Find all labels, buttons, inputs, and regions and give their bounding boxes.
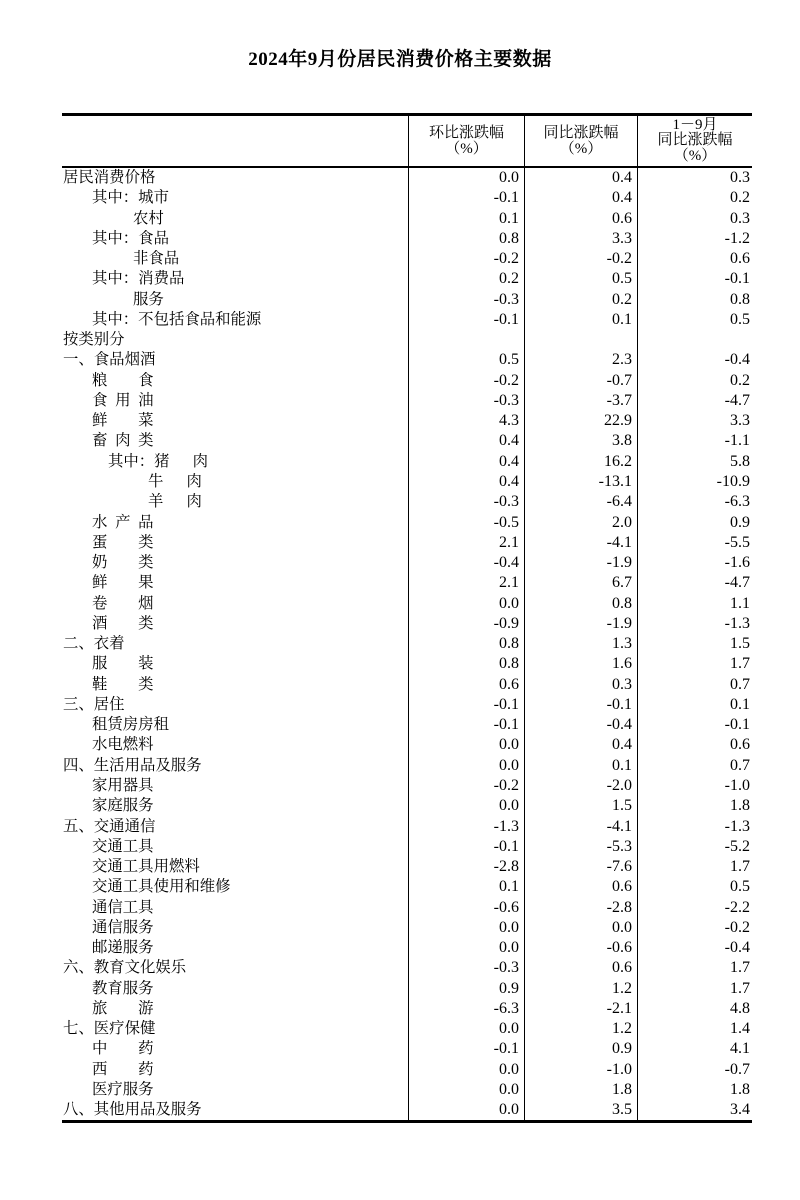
row-yoy-value: -1.9 xyxy=(525,614,638,634)
row-ytd-value: 3.3 xyxy=(730,412,750,430)
row-yoy-value: -1.0 xyxy=(525,1060,638,1080)
row-yoy-value: -0.6 xyxy=(525,938,638,958)
table-row xyxy=(62,1019,752,1039)
row-mom-value: -0.2 xyxy=(409,371,525,391)
row-label: 通信服务 xyxy=(62,918,409,938)
row-ytd-value: -1.3 xyxy=(724,614,750,632)
row-mom-value: -0.1 xyxy=(409,715,525,735)
table-row xyxy=(62,371,752,391)
row-ytd-value: -0.2 xyxy=(724,918,750,936)
row-mom-value: 0.2 xyxy=(409,269,525,289)
row-mom-value: 0.0 xyxy=(409,1100,525,1120)
row-mom-value: 0.1 xyxy=(409,209,525,229)
row-mom-value: -0.1 xyxy=(409,310,525,330)
row-ytd-value: 1.8 xyxy=(730,797,750,815)
row-yoy-value: 3.3 xyxy=(525,229,638,249)
row-label: 邮递服务 xyxy=(62,938,409,958)
row-label: 鲜 菜 xyxy=(62,411,409,431)
table-row xyxy=(62,573,752,593)
table-row xyxy=(62,837,752,857)
row-ytd-value: -1.6 xyxy=(724,554,750,572)
table-row xyxy=(62,735,752,755)
row-label: 农村 xyxy=(62,209,409,229)
row-ytd-value: 1.7 xyxy=(730,655,750,673)
row-mom-value: 0.5 xyxy=(409,350,525,370)
row-label: 家用器具 xyxy=(62,776,409,796)
row-mom-value: 0.8 xyxy=(409,229,525,249)
row-ytd-value: -0.1 xyxy=(724,270,750,288)
table-row xyxy=(62,695,752,715)
row-ytd-value: -1.3 xyxy=(724,817,750,835)
row-yoy-value: 22.9 xyxy=(525,411,638,431)
table-row xyxy=(62,1060,752,1080)
row-ytd-value: 0.8 xyxy=(730,290,750,308)
header-yoy-change xyxy=(525,116,638,166)
row-yoy-value: -6.4 xyxy=(525,492,638,512)
table-row xyxy=(62,1039,752,1059)
table-row xyxy=(62,999,752,1019)
row-mom-value: -0.3 xyxy=(409,492,525,512)
row-mom-value: 0.8 xyxy=(409,654,525,674)
row-mom-value: -0.3 xyxy=(409,391,525,411)
row-ytd-value: -2.2 xyxy=(724,898,750,916)
row-label: 服务 xyxy=(62,290,409,310)
row-label: 其中：食品 xyxy=(62,229,409,249)
table-header-row xyxy=(62,116,752,168)
row-ytd-value: 1.7 xyxy=(730,959,750,977)
table-row xyxy=(62,513,752,533)
table-row xyxy=(62,431,752,451)
row-ytd-value: 4.8 xyxy=(730,999,750,1017)
table-row xyxy=(62,229,752,249)
row-mom-value: 4.3 xyxy=(409,411,525,431)
row-label: 五、交通通信 xyxy=(62,817,409,837)
row-label: 蛋 类 xyxy=(62,533,409,553)
row-mom-value: 0.0 xyxy=(409,1080,525,1100)
row-label: 交通工具使用和维修 xyxy=(62,877,409,897)
row-yoy-value: -2.1 xyxy=(525,999,638,1019)
row-label: 医疗服务 xyxy=(62,1080,409,1100)
table-row xyxy=(62,330,752,350)
row-label: 按类别分 xyxy=(62,330,409,350)
row-ytd-value: -4.7 xyxy=(724,391,750,409)
row-label: 水 产 品 xyxy=(62,513,409,533)
row-ytd-value: -4.7 xyxy=(724,574,750,592)
table-row xyxy=(62,553,752,573)
row-mom-value: 0.0 xyxy=(409,918,525,938)
table-row xyxy=(62,310,752,330)
table-row xyxy=(62,1080,752,1100)
table-row xyxy=(62,715,752,735)
row-mom-value: -2.8 xyxy=(409,857,525,877)
row-ytd-value: 5.8 xyxy=(730,452,750,470)
table-row xyxy=(62,188,752,208)
row-yoy-value: 2.0 xyxy=(525,513,638,533)
table-row xyxy=(62,877,752,897)
row-mom-value xyxy=(409,330,525,350)
row-mom-value: 0.0 xyxy=(409,938,525,958)
row-ytd-value: 4.1 xyxy=(730,1040,750,1058)
row-yoy-value: -5.3 xyxy=(525,837,638,857)
row-mom-value: 0.0 xyxy=(409,756,525,776)
row-label: 牛 肉 xyxy=(62,472,409,492)
row-yoy-value: 0.3 xyxy=(525,675,638,695)
table-row xyxy=(62,817,752,837)
row-ytd-value: 1.1 xyxy=(730,594,750,612)
row-yoy-value: 0.4 xyxy=(525,168,638,188)
row-label: 一、食品烟酒 xyxy=(62,350,409,370)
row-ytd-value: 0.5 xyxy=(730,310,750,328)
row-mom-value: -0.1 xyxy=(409,1039,525,1059)
row-label: 西 药 xyxy=(62,1060,409,1080)
table-row xyxy=(62,350,752,370)
row-ytd-value: 1.5 xyxy=(730,635,750,653)
row-mom-value: -0.2 xyxy=(409,776,525,796)
table-row xyxy=(62,979,752,999)
row-yoy-value: -0.2 xyxy=(525,249,638,269)
header-mom-change xyxy=(409,116,525,166)
row-label: 家庭服务 xyxy=(62,796,409,816)
row-yoy-value: -4.1 xyxy=(525,817,638,837)
row-ytd-value: -1.2 xyxy=(724,229,750,247)
row-yoy-value: 16.2 xyxy=(525,452,638,472)
row-mom-value: -0.3 xyxy=(409,958,525,978)
row-mom-value: -0.4 xyxy=(409,553,525,573)
row-label: 八、其他用品及服务 xyxy=(62,1100,409,1120)
table-row xyxy=(62,857,752,877)
row-label: 水电燃料 xyxy=(62,735,409,755)
table-row xyxy=(62,918,752,938)
row-mom-value: 0.4 xyxy=(409,472,525,492)
row-yoy-value: 2.3 xyxy=(525,350,638,370)
table-row xyxy=(62,249,752,269)
row-mom-value: 0.8 xyxy=(409,634,525,654)
row-ytd-value: -1.0 xyxy=(724,776,750,794)
row-yoy-value: 1.2 xyxy=(525,979,638,999)
row-mom-value: -0.2 xyxy=(409,249,525,269)
row-mom-value: 0.0 xyxy=(409,168,525,188)
row-ytd-value: 1.7 xyxy=(730,979,750,997)
row-yoy-value: 1.8 xyxy=(525,1080,638,1100)
table-row xyxy=(62,452,752,472)
table-row xyxy=(62,209,752,229)
row-yoy-value: 0.8 xyxy=(525,594,638,614)
row-label: 居民消费价格 xyxy=(62,168,409,188)
table-row xyxy=(62,472,752,492)
row-yoy-value: -3.7 xyxy=(525,391,638,411)
table-row xyxy=(62,614,752,634)
row-label: 酒 类 xyxy=(62,614,409,634)
row-ytd-value: 0.2 xyxy=(730,371,750,389)
row-label: 奶 类 xyxy=(62,553,409,573)
row-ytd-value: 0.9 xyxy=(730,513,750,531)
row-yoy-value: 0.1 xyxy=(525,756,638,776)
row-ytd-value: 0.1 xyxy=(730,695,750,713)
row-ytd-value: 0.6 xyxy=(730,736,750,754)
row-mom-value: 0.4 xyxy=(409,452,525,472)
table-row xyxy=(62,938,752,958)
row-label: 鲜 果 xyxy=(62,573,409,593)
table-row xyxy=(62,269,752,289)
row-yoy-value: -0.4 xyxy=(525,715,638,735)
row-mom-value: -0.5 xyxy=(409,513,525,533)
row-label: 其中：不包括食品和能源 xyxy=(62,310,409,330)
row-yoy-value: 0.9 xyxy=(525,1039,638,1059)
table-row xyxy=(62,776,752,796)
row-mom-value: -0.1 xyxy=(409,837,525,857)
row-ytd-value: -5.5 xyxy=(724,533,750,551)
row-label: 通信工具 xyxy=(62,898,409,918)
row-label: 中 药 xyxy=(62,1039,409,1059)
row-ytd-value: -0.7 xyxy=(724,1060,750,1078)
row-yoy-value: -0.1 xyxy=(525,695,638,715)
row-mom-value: 0.9 xyxy=(409,979,525,999)
row-yoy-value: 1.2 xyxy=(525,1019,638,1039)
row-mom-value: -1.3 xyxy=(409,817,525,837)
row-yoy-value: 3.5 xyxy=(525,1100,638,1120)
table-row xyxy=(62,1100,752,1120)
table-row xyxy=(62,492,752,512)
row-label: 交通工具 xyxy=(62,837,409,857)
row-ytd-value: -5.2 xyxy=(724,837,750,855)
row-mom-value: 2.1 xyxy=(409,533,525,553)
row-yoy-value: -0.7 xyxy=(525,371,638,391)
table-row xyxy=(62,958,752,978)
table-row xyxy=(62,675,752,695)
row-ytd-value: 0.3 xyxy=(730,209,750,227)
table-row xyxy=(62,594,752,614)
table-body xyxy=(62,168,752,1120)
row-yoy-value: 0.6 xyxy=(525,958,638,978)
row-mom-value: 2.1 xyxy=(409,573,525,593)
table-row xyxy=(62,391,752,411)
table-row xyxy=(62,756,752,776)
cpi-table xyxy=(62,113,752,1123)
row-yoy-value: 0.4 xyxy=(525,735,638,755)
row-label: 卷 烟 xyxy=(62,594,409,614)
row-yoy-value: -1.9 xyxy=(525,553,638,573)
row-mom-value: 0.0 xyxy=(409,796,525,816)
row-yoy-value: -2.0 xyxy=(525,776,638,796)
table-row xyxy=(62,533,752,553)
row-mom-value: 0.0 xyxy=(409,735,525,755)
row-mom-value: 0.1 xyxy=(409,877,525,897)
table-row xyxy=(62,796,752,816)
row-mom-value: -0.1 xyxy=(409,695,525,715)
row-mom-value: -0.3 xyxy=(409,290,525,310)
row-label: 四、生活用品及服务 xyxy=(62,756,409,776)
row-yoy-value: 0.1 xyxy=(525,310,638,330)
row-label: 畜 肉 类 xyxy=(62,431,409,451)
row-yoy-value: -4.1 xyxy=(525,533,638,553)
row-ytd-value: -0.4 xyxy=(724,351,750,369)
row-ytd-value: -1.1 xyxy=(724,432,750,450)
row-label: 七、医疗保健 xyxy=(62,1019,409,1039)
row-ytd-value: -10.9 xyxy=(716,472,750,490)
row-yoy-value: 6.7 xyxy=(525,573,638,593)
header-ytd-yoy-change xyxy=(638,116,752,166)
page-title: 2024年9月份居民消费价格主要数据 xyxy=(248,49,552,70)
row-label: 粮 食 xyxy=(62,371,409,391)
row-label: 其中：消费品 xyxy=(62,269,409,289)
row-label: 食 用 油 xyxy=(62,391,409,411)
row-mom-value: 0.0 xyxy=(409,594,525,614)
row-label: 六、教育文化娱乐 xyxy=(62,958,409,978)
row-ytd-value: 0.5 xyxy=(730,878,750,896)
table-row xyxy=(62,290,752,310)
header-line: 环比涨跌幅 xyxy=(428,124,504,141)
table-row xyxy=(62,898,752,918)
header-line: 同比涨跌幅 xyxy=(543,124,619,141)
header-line: （%） xyxy=(559,141,603,157)
row-ytd-value: 1.4 xyxy=(730,1020,750,1038)
row-label: 羊 肉 xyxy=(62,492,409,512)
row-yoy-value: -7.6 xyxy=(525,857,638,877)
row-mom-value: 0.0 xyxy=(409,1060,525,1080)
row-ytd-value: 1.7 xyxy=(730,858,750,876)
row-ytd-value: 0.6 xyxy=(730,250,750,268)
row-yoy-value: 0.0 xyxy=(525,918,638,938)
row-yoy-value: 0.2 xyxy=(525,290,638,310)
row-ytd-value: 3.4 xyxy=(730,1101,750,1119)
row-yoy-value: 1.3 xyxy=(525,634,638,654)
row-mom-value: -0.1 xyxy=(409,188,525,208)
row-mom-value: 0.6 xyxy=(409,675,525,695)
row-ytd-value: -6.3 xyxy=(724,493,750,511)
row-ytd-value: 0.7 xyxy=(730,756,750,774)
row-label: 教育服务 xyxy=(62,979,409,999)
row-mom-value: 0.0 xyxy=(409,1019,525,1039)
header-item-column xyxy=(62,116,409,166)
row-yoy-value: 1.5 xyxy=(525,796,638,816)
header-line: 同比涨跌幅 xyxy=(657,132,733,149)
row-label: 三、居住 xyxy=(62,695,409,715)
row-label: 其中：猪 肉 xyxy=(62,452,409,472)
header-line: 1－9月 xyxy=(672,117,718,134)
row-label: 服 装 xyxy=(62,654,409,674)
table-row xyxy=(62,634,752,654)
header-line: （%） xyxy=(673,147,717,164)
row-yoy-value: 0.6 xyxy=(525,877,638,897)
row-mom-value: -0.9 xyxy=(409,614,525,634)
row-yoy-value xyxy=(525,330,638,350)
row-ytd-value: 0.7 xyxy=(730,675,750,693)
row-label: 非食品 xyxy=(62,249,409,269)
table-row xyxy=(62,654,752,674)
row-label: 鞋 类 xyxy=(62,675,409,695)
row-ytd-value: 0.3 xyxy=(730,169,750,186)
row-yoy-value: 0.4 xyxy=(525,188,638,208)
table-row xyxy=(62,411,752,431)
row-ytd-value: -0.1 xyxy=(724,716,750,734)
row-mom-value: 0.4 xyxy=(409,431,525,451)
row-yoy-value: 0.5 xyxy=(525,269,638,289)
row-ytd-value: 1.8 xyxy=(730,1080,750,1098)
row-label: 旅 游 xyxy=(62,999,409,1019)
row-label: 交通工具用燃料 xyxy=(62,857,409,877)
row-yoy-value: -2.8 xyxy=(525,898,638,918)
row-ytd-value xyxy=(638,330,752,350)
row-mom-value: -6.3 xyxy=(409,999,525,1019)
row-yoy-value: -13.1 xyxy=(525,472,638,492)
row-yoy-value: 3.8 xyxy=(525,431,638,451)
row-label: 其中：城市 xyxy=(62,188,409,208)
row-mom-value: -0.6 xyxy=(409,898,525,918)
header-line: （%） xyxy=(445,141,488,157)
row-yoy-value: 1.6 xyxy=(525,654,638,674)
row-ytd-value: -0.4 xyxy=(724,939,750,957)
row-ytd-value: 0.2 xyxy=(730,189,750,207)
table-row xyxy=(62,168,752,188)
row-label: 二、衣着 xyxy=(62,634,409,654)
row-yoy-value: 0.6 xyxy=(525,209,638,229)
row-label: 租赁房房租 xyxy=(62,715,409,735)
